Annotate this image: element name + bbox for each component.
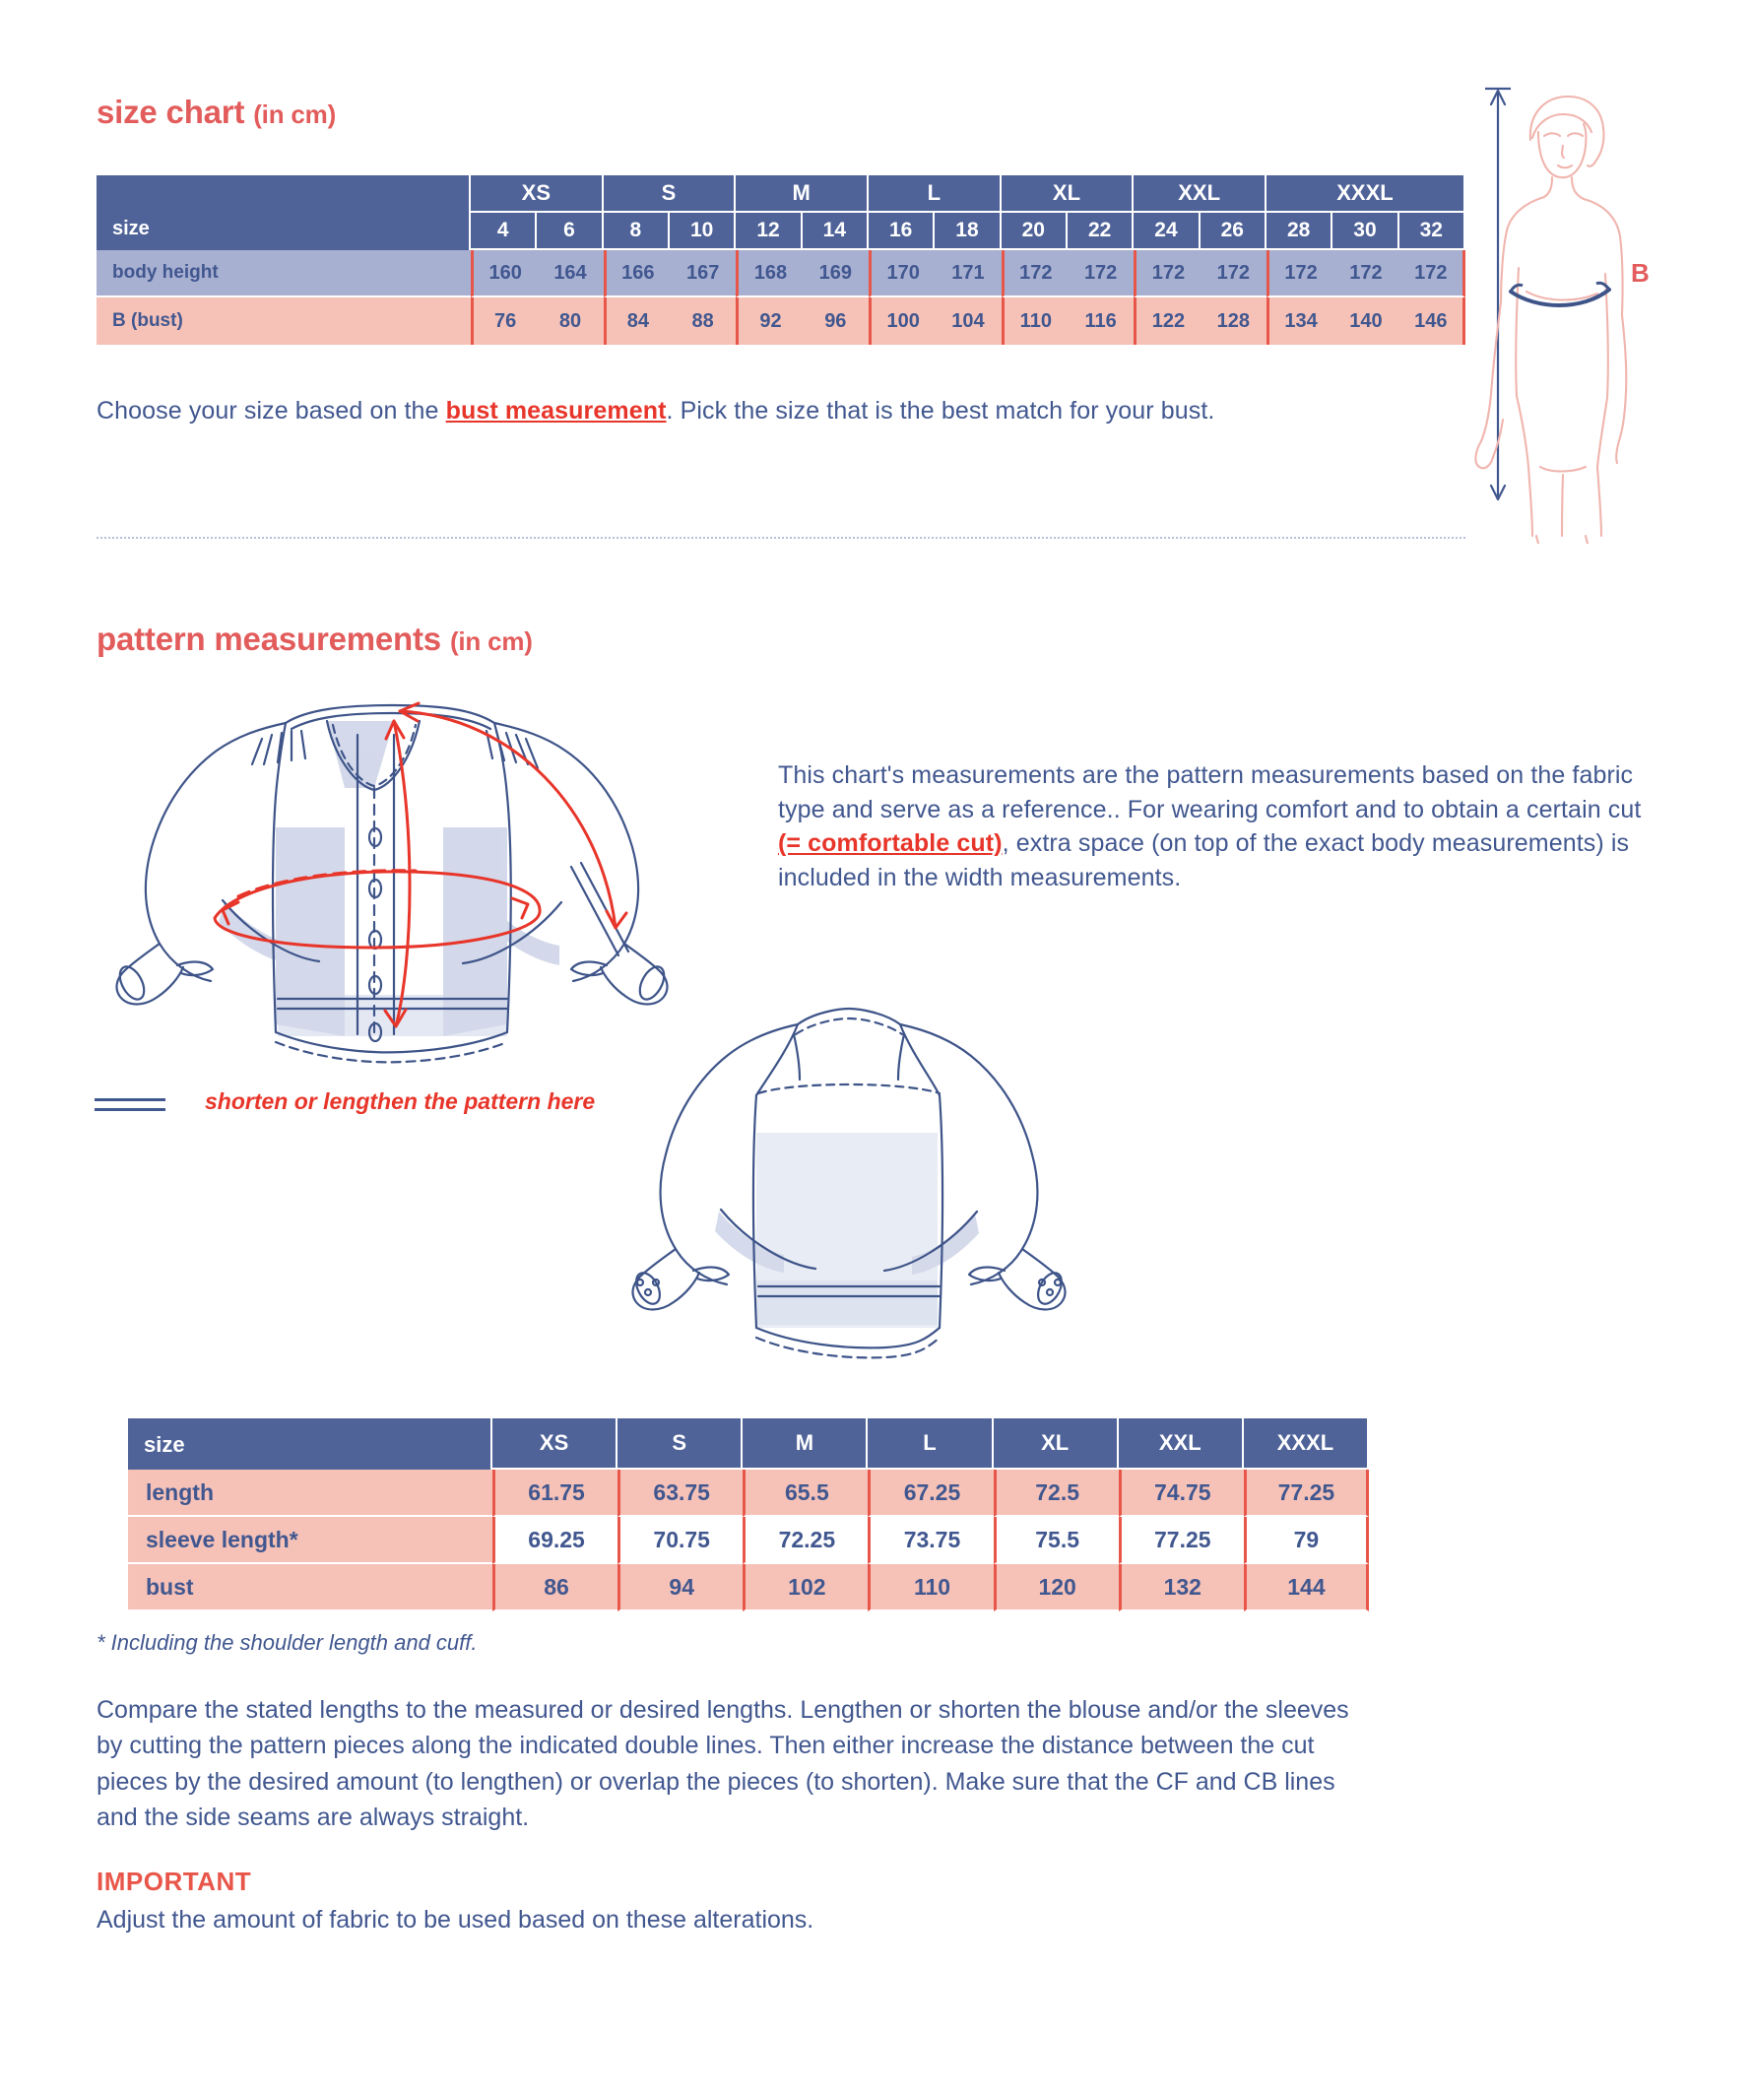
table-cell: 172: [1002, 250, 1068, 297]
measurements-col-header-l: L: [868, 1418, 993, 1470]
length-arrow: [394, 721, 410, 1026]
table-cell: 61.75: [492, 1470, 617, 1517]
row-label: body height: [97, 250, 471, 297]
size-chart-note: [97, 394, 1465, 428]
size-number-header: 20: [1002, 213, 1068, 250]
table-cell: 146: [1399, 297, 1465, 345]
size-number-header: 32: [1399, 213, 1465, 250]
table-row: [97, 297, 1465, 345]
measurements-col-header-s: S: [617, 1418, 743, 1470]
lengthen-link[interactable]: Lengthen: [800, 1696, 903, 1724]
comfortable-cut-link[interactable]: (= comfortable cut): [778, 829, 1003, 857]
size-number-header: 28: [1266, 213, 1332, 250]
table-cell: 132: [1119, 1564, 1244, 1611]
size-chart-heading-unit: (in cm): [253, 99, 337, 129]
table-cell: 74.75: [1119, 1470, 1244, 1517]
table-cell: 172: [1332, 250, 1398, 297]
table-cell: 92: [736, 297, 802, 345]
size-group-header-xxl: XXL: [1134, 175, 1266, 213]
size-number-header: 14: [803, 213, 869, 250]
table-cell: 172: [1068, 250, 1134, 297]
table-cell: 110: [1002, 297, 1068, 345]
table-cell: 122: [1134, 297, 1200, 345]
table-cell: 172: [1399, 250, 1465, 297]
measurements-col-header-xl: XL: [994, 1418, 1119, 1470]
table-cell: 164: [537, 250, 603, 297]
blouse-front-outline: [115, 705, 670, 1062]
pattern-heading-main: pattern measurements: [97, 621, 441, 657]
table-cell: 69.25: [492, 1517, 617, 1564]
size-chart-heading-main: size chart: [97, 94, 245, 130]
table-cell: 65.5: [743, 1470, 868, 1517]
table-cell: 79: [1244, 1517, 1369, 1564]
size-number-header: 12: [736, 213, 802, 250]
table-cell: 96: [803, 297, 869, 345]
table-cell: 172: [1201, 250, 1266, 297]
table-cell: 134: [1266, 297, 1332, 345]
important-body: Adjust the amount of fabric to be used based on these alterations.: [97, 1906, 814, 1934]
table-cell: 73.75: [868, 1517, 993, 1564]
table-row: [97, 250, 1465, 297]
table-cell: 116: [1068, 297, 1134, 345]
table-cell: 77.25: [1119, 1517, 1244, 1564]
table-cell: 144: [1244, 1564, 1369, 1611]
table-cell: 94: [617, 1564, 743, 1611]
table-cell: 100: [869, 297, 935, 345]
pattern-intro-text: [778, 758, 1664, 894]
table-cell: 77.25: [1244, 1470, 1369, 1517]
size-chart-heading: [97, 94, 336, 131]
size-number-header: 16: [869, 213, 935, 250]
table-cell: 75.5: [994, 1517, 1119, 1564]
table-row: [128, 1564, 1369, 1611]
table-cell: 128: [1201, 297, 1266, 345]
alteration-text-1: Compare the stated lengths to the measured or desired lengths.: [97, 1696, 801, 1724]
table-cell: 166: [604, 250, 670, 297]
table-cell: 170: [869, 250, 935, 297]
table-cell: 168: [736, 250, 802, 297]
bust-label-b: B: [1631, 258, 1650, 288]
female-body-diagram-svg: [1467, 81, 1743, 544]
table-cell: 70.75: [617, 1517, 743, 1564]
sleeve-footnote: * Including the shoulder length and cuff.: [97, 1630, 478, 1655]
pattern-intro-pre: This chart's measurements are the pattern measurements based on the fabric type and serve as a reference.. For wearing comfort and to obtain a certain cut: [778, 761, 1642, 823]
blouse-back-illustration: [591, 985, 1103, 1379]
alteration-text-mid: or: [902, 1696, 939, 1724]
table-cell: 72.25: [743, 1517, 868, 1564]
pattern-heading-unit: (in cm): [449, 626, 533, 656]
measurements-col-header-xxxl: XXXL: [1244, 1418, 1369, 1470]
blouse-back-svg: [591, 985, 1103, 1379]
table-cell: 72.5: [994, 1470, 1119, 1517]
table-cell: 67.25: [868, 1470, 993, 1517]
size-number-header: 6: [537, 213, 603, 250]
table-cell: 102: [743, 1564, 868, 1611]
table-cell: 171: [935, 250, 1001, 297]
row-label: B (bust): [97, 297, 471, 345]
size-number-header: 30: [1332, 213, 1398, 250]
alteration-instructions: [97, 1692, 1367, 1835]
measurements-col-header-m: M: [743, 1418, 868, 1470]
table-cell: 169: [803, 250, 869, 297]
table-cell: 110: [868, 1564, 993, 1611]
section-divider: [97, 537, 1465, 539]
size-number-header: 18: [935, 213, 1001, 250]
table-cell: 104: [935, 297, 1001, 345]
size-header-cell: size: [97, 175, 471, 250]
pattern-intro-post: , extra space (on top of the exact body measurements) is included in the width measurements.: [778, 829, 1630, 891]
size-chart-note-post: . Pick the size that is the best match for your bust.: [666, 397, 1215, 425]
size-group-header-xl: XL: [1002, 175, 1135, 213]
size-group-header-xs: XS: [471, 175, 604, 213]
important-heading: IMPORTANT: [97, 1867, 252, 1896]
alteration-text-rest: the blouse and/or the sleeves by cutting the pattern pieces along the indicated double lines. Then either increase the distance between the cut pieces by the desired amount (to lengthen) or overlap the pieces (to shorten). Make sure that the CF and CB lines and the side seams are always straight.: [97, 1696, 1349, 1831]
table-cell: 86: [492, 1564, 617, 1611]
size-chart-note-pre: Choose your size based on the: [97, 397, 446, 425]
table-row: [128, 1517, 1369, 1564]
table-cell: 120: [994, 1564, 1119, 1611]
measurements-size-header: size: [128, 1418, 492, 1470]
pattern-measurements-heading: [97, 621, 533, 658]
legend-caption: shorten or lengthen the pattern here: [205, 1088, 596, 1114]
table-row: [128, 1470, 1369, 1517]
body-height-arrow: [1485, 89, 1511, 499]
shorten-link[interactable]: shorten: [938, 1696, 1021, 1724]
table-cell: 160: [471, 250, 537, 297]
size-number-header: 24: [1134, 213, 1200, 250]
table-cell: 172: [1134, 250, 1200, 297]
row-label: bust: [128, 1564, 492, 1611]
table-cell: 172: [1266, 250, 1332, 297]
size-number-header: 4: [471, 213, 537, 250]
row-label: sleeve length*: [128, 1517, 492, 1564]
size-number-header: 26: [1201, 213, 1266, 250]
pattern-measurements-table: [128, 1418, 1369, 1611]
size-group-header-xxxl: XXXL: [1266, 175, 1465, 213]
bust-measurement-link[interactable]: bust measurement: [445, 397, 667, 425]
size-group-header-l: L: [869, 175, 1002, 213]
table-cell: 84: [604, 297, 670, 345]
measurements-col-header-xs: XS: [492, 1418, 617, 1470]
size-number-header: 8: [604, 213, 670, 250]
double-line-icon: [95, 1098, 165, 1112]
size-group-header-m: M: [736, 175, 869, 213]
measurements-col-header-xxl: XXL: [1119, 1418, 1244, 1470]
table-cell: 88: [670, 297, 736, 345]
table-cell: 80: [537, 297, 603, 345]
size-chart-table: [97, 175, 1465, 345]
body-measurement-figure: [1467, 81, 1743, 544]
size-number-header: 22: [1068, 213, 1134, 250]
size-group-header-s: S: [604, 175, 737, 213]
size-number-header: 10: [670, 213, 736, 250]
table-cell: 76: [471, 297, 537, 345]
sleeve-length-arrow: [400, 711, 616, 928]
table-cell: 167: [670, 250, 736, 297]
table-cell: 63.75: [617, 1470, 743, 1517]
table-cell: 140: [1332, 297, 1398, 345]
row-label: length: [128, 1470, 492, 1517]
